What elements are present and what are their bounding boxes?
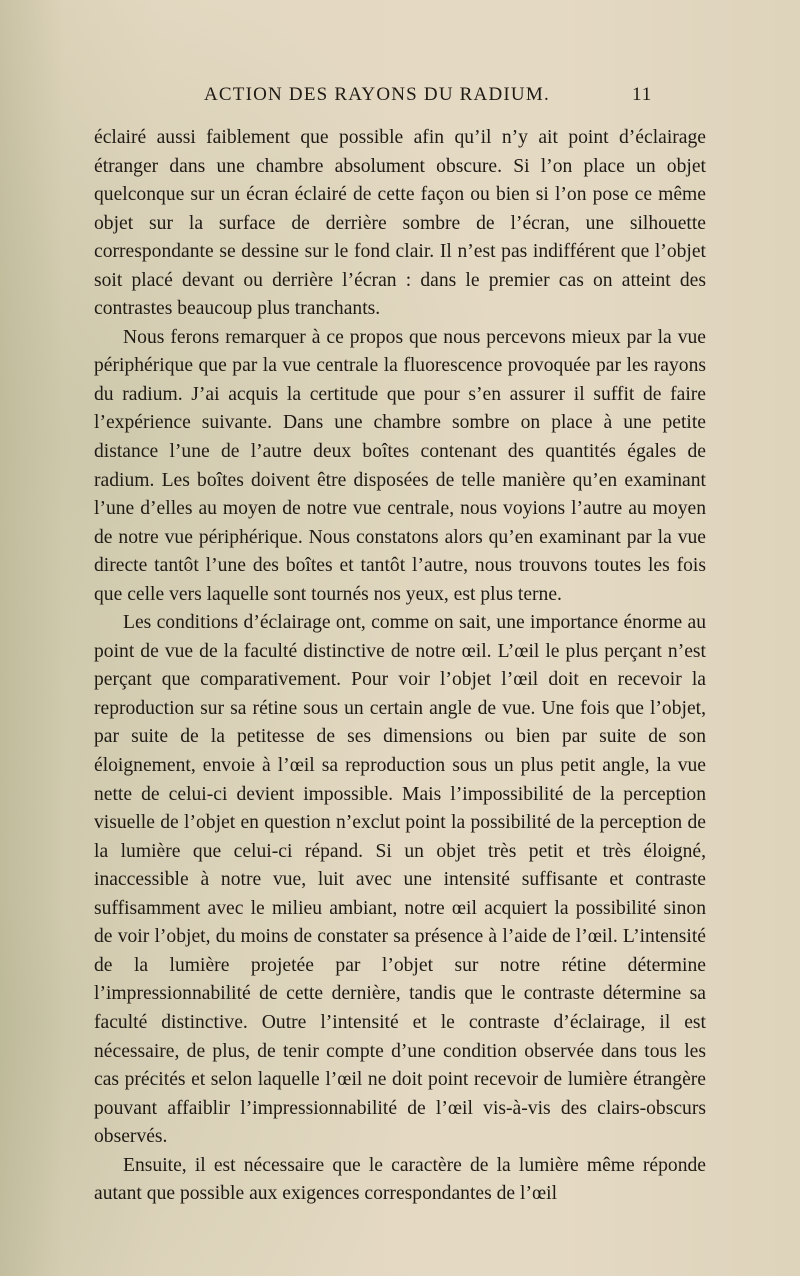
paragraph-lighting-conditions: Les conditions d’éclairage ont, comme on sait, une importance énorme au point de vue de la faculté distinctive de notre œil. L’œil le plus perçant n’est perçant que comparativement. Pour voir l’objet l’œil doit en recevoir la reproduction sur sa rétine sous un certain angle de vue. Une fois que l’objet, par suite de la petitesse de ses dimensions ou bien par suite de son éloignement, envoie à l’œil sa reproduction sous un plus petit angle, la vue nette de celui-ci devient impossible. Mais l’impossibilité de la perception visuelle de l’objet en question n’exclut point la possibilité de la perception de la lumière que celui-ci répand. Si un objet très petit et très éloigné, inaccessible à notre vue, luit avec une intensité suffisante et contraste suffisamment avec le milieu ambiant, notre œil acquiert la possibilité sinon de voir l’objet, du moins de constater sa présence à l’aide de l’œil. L’intensité de la lumière projetée par l’objet sur notre rétine détermine l’impressionnabilité de cette dernière, tandis que le contraste détermine sa faculté distinctive. Outre l’intensité et le contraste d’éclairage, il est nécessaire, de plus, de tenir compte d’une condition observée dans tous les cas précités et selon laquelle l’œil ne doit point recevoir de lumière étrangère pouvant affaiblir l’impressionnabilité de l’œil vis-à-vis des clairs-obscurs observés.	[94, 612, 706, 1148]
body-text	[94, 124, 706, 1209]
paragraph-light-character: Ensuite, il est nécessaire que le caractère de la lumière même réponde autant que possible aux exigences correspondantes de l’œil	[94, 1154, 706, 1205]
running-header	[204, 84, 704, 106]
running-title: ACTION DES RAYONS DU RADIUM.	[204, 84, 550, 105]
paragraph-peripheral-vision: Nous ferons remarquer à ce propos que nous percevons mieux par la vue périphérique que par la vue centrale la fluorescence provoquée par les rayons du radium. J’ai acquis la certitude que pour s’en assurer il suffit de faire l’expérience suivante. Dans une chambre sombre on place à une petite distance l’une de l’autre deux boîtes contenant des quantités égales de radium. Les boîtes doivent être disposées de telle manière qu’en examinant l’une d’elles au moyen de notre vue centrale, nous voyions l’autre au moyen de notre vue périphérique. Nous constatons alors qu’en examinant par la vue directe tantôt l’une des boîtes et tantôt l’autre, nous trouvons toutes les fois que celle vers laquelle sont tournés nos yeux, est plus terne.	[94, 326, 706, 605]
page-number: 11	[632, 84, 653, 105]
paragraph-continued: éclairé aussi faiblement que possible afin qu’il n’y ait point d’éclairage étranger dans une chambre absolument obscure. Si l’on place un objet quelconque sur un écran éclairé de cette façon ou bien si l’on pose ce même objet sur la surface de derrière sombre de l’écran, une silhouette correspondante se dessine sur le fond clair. Il n’est pas indifférent que l’objet soit placé devant ou derrière l’écran : dans le premier cas on atteint des contrastes beaucoup plus tranchants.	[94, 127, 706, 320]
